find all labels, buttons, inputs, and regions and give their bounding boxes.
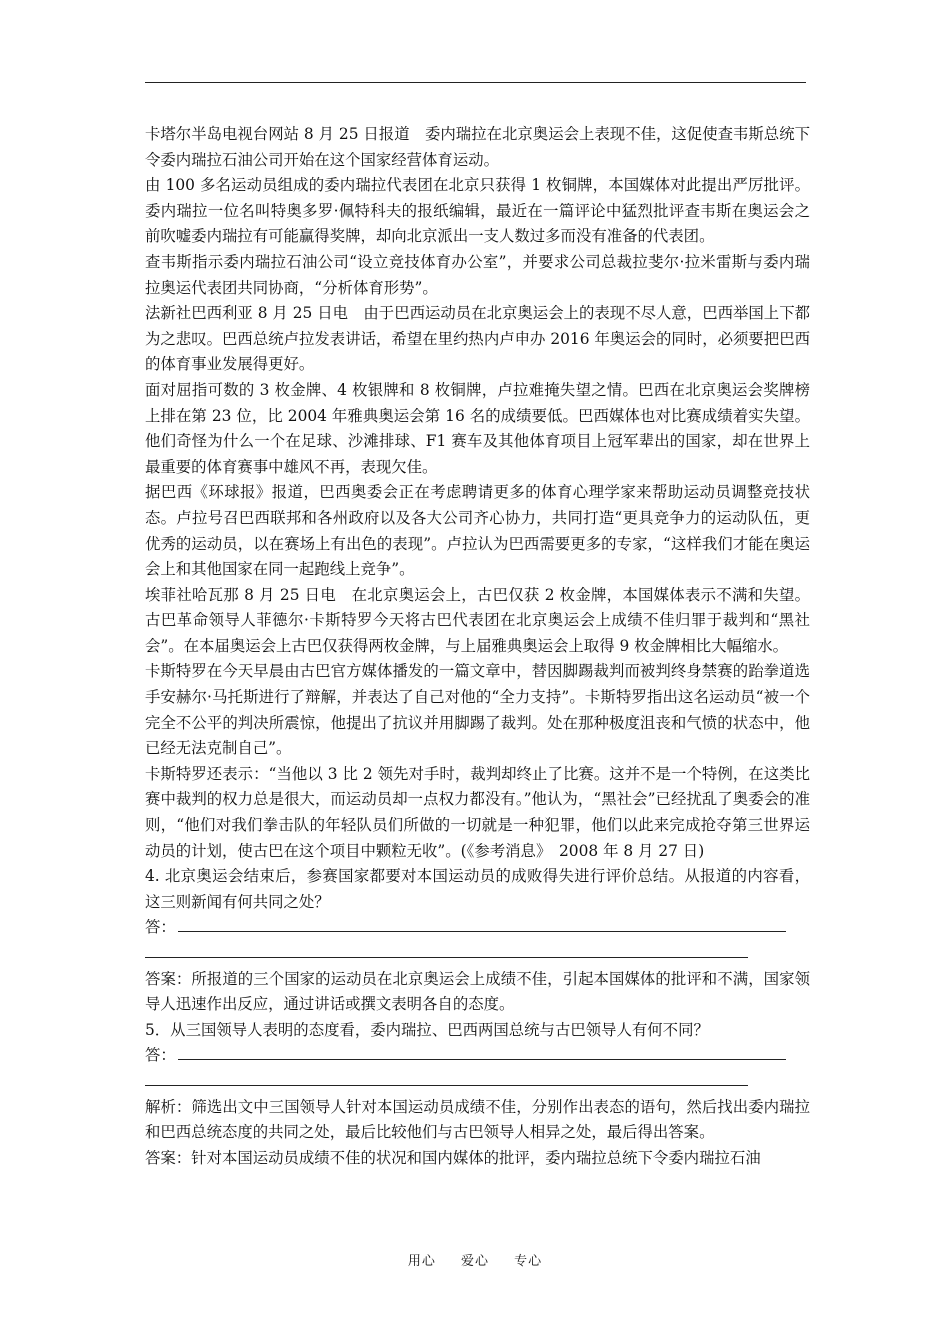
question-4-answer-line[interactable] [145, 915, 810, 941]
footer-item: 用心 [407, 1254, 436, 1269]
question-5-answer: 答案：针对本国运动员成绩不佳的状况和国内媒体的批评，委内瑞拉总统下令委内瑞拉石油 [145, 1148, 761, 1167]
paragraph-cuba-report: 埃菲社哈瓦那 8 月 25 日电 在北京奥运会上，古巴仅获 2 枚金牌，本国媒体表示不满和失望。古巴革命领导人菲德尔·卡斯特罗今天将古巴代表团在北京奥运会上成绩不佳归罪于裁判和“黑社会”。在本届奥运会上古巴仅获得两枚金牌，与上届雅典奥运会上取得 9 枚金牌相比大幅缩水。 [145, 585, 810, 655]
footer-item: 爱心 [460, 1254, 489, 1269]
question-5-answer-line-2[interactable] [145, 1069, 810, 1095]
question-4-answer-line-2[interactable] [145, 941, 810, 967]
question-4-answer: 答案：所报道的三个国家的运动员在北京奥运会上成绩不佳，引起本国媒体的批评和不满，国家领导人迅速作出反应，通过讲话或撰文表明各自的态度。 [145, 969, 810, 1014]
paragraph-castro-statement: 卡斯特罗还表示：“当他以 3 比 2 领先对手时，裁判却终止了比赛。这并不是一个特例，在这类比赛中裁判的权力总是很大，而运动员却一点权力都没有。”他认为，“黑社会”已经扰乱了奥委会的准则，“他们对我们拳击队的年轻队员们所做的一切就是一种犯罪，他们以此来完成抢夺第三世界运动员的计划，使古巴在这个项目中颗粒无收”。(《参考消息》 2008 年 8 月 27 日) [145, 764, 810, 860]
answer-prefix: 答： [145, 1046, 176, 1065]
footer-item: 专心 [514, 1254, 543, 1269]
document-body [145, 122, 810, 1171]
question-5: 5．从三国领导人表明的态度看，委内瑞拉、巴西两国总统与古巴领导人有何不同？ [145, 1020, 709, 1039]
paragraph-brazil-report: 法新社巴西利亚 8 月 25 日电 由于巴西运动员在北京奥运会上的表现不尽人意，巴西举国上下都为之悲叹。巴西总统卢拉发表讲话，希望在里约热内卢申办 2016 年奥运会的同时，必须要把巴西的体育事业发展得更好。 [145, 304, 810, 374]
answer-blank-line[interactable] [145, 943, 748, 958]
question-5-answer-line[interactable] [145, 1043, 810, 1069]
header-rule [145, 82, 806, 83]
paragraph-brazil-globo: 据巴西《环球报》报道，巴西奥委会正在考虑聘请更多的体育心理学家来帮助运动员调整竞技状态。卢拉号召巴西联邦和各州政府以及各大公司齐心协力，共同打造“更具竞争力的运动队伍，更优秀的运动员，以在赛场上有出色的表现”。卢拉认为巴西需要更多的专家，“这样我们才能在奥运会上和其他国家在同一起跑线上竞争”。 [145, 483, 810, 579]
answer-blank-line[interactable] [178, 1045, 786, 1060]
question-5-analysis: 解析：筛选出文中三国领导人针对本国运动员成绩不佳，分别作出表态的语句，然后找出委内瑞拉和巴西总统态度的共同之处，最后比较他们与古巴领导人相异之处，最后得出答案。 [145, 1097, 810, 1142]
answer-blank-line[interactable] [178, 917, 786, 932]
paragraph-venezuela-criticism: 由 100 多名运动员组成的委内瑞拉代表团在北京只获得 1 枚铜牌，本国媒体对此提出严厉批评。委内瑞拉一位名叫特奥多罗·佩特科夫的报纸编辑，最近在一篇评论中猛烈批评查韦斯在奥运会之前吹嘘委内瑞拉有可能赢得奖牌，却向北京派出一支人数过多而没有准备的代表团。 [145, 176, 810, 246]
paragraph-castro-article: 卡斯特罗在今天早晨由古巴官方媒体播发的一篇文章中，替因脚踢裁判而被判终身禁赛的跆拳道选手安赫尔·马托斯进行了辩解，并表达了自己对他的“全力支持”。卡斯特罗指出这名运动员“被一个完全不公平的判决所震惊，他提出了抗议并用脚踢了裁判。处在那种极度沮丧和气愤的状态中，他已经无法克制自己”。 [145, 662, 810, 758]
answer-prefix: 答： [145, 918, 176, 937]
paragraph-venezuela-order: 查韦斯指示委内瑞拉石油公司“设立竞技体育办公室”，并要求公司总裁拉斐尔·拉米雷斯与委内瑞拉奥运代表团共同协商，“分析体育形势”。 [145, 252, 810, 297]
paragraph-brazil-medals: 面对屈指可数的 3 枚金牌、4 枚银牌和 8 枚铜牌，卢拉难掩失望之情。巴西在北京奥运会奖牌榜上排在第 23 位，比 2004 年雅典奥运会第 16 名的成绩要低。巴西媒体也对比赛成绩着实失望。他们奇怪为什么一个在足球、沙滩排球、F1 赛车及其他体育项目上冠军辈出的国家，却在世界上最重要的体育赛事中雄风不再，表现欠佳。 [145, 380, 810, 476]
answer-blank-line[interactable] [145, 1071, 748, 1086]
page-footer [0, 1250, 950, 1269]
question-4: 4. 北京奥运会结束后，参赛国家都要对本国运动员的成败得失进行评价总结。从报道的内容看，这三则新闻有何共同之处？ [145, 867, 810, 911]
paragraph-venezuela-report: 卡塔尔半岛电视台网站 8 月 25 日报道 委内瑞拉在北京奥运会上表现不佳，这促使查韦斯总统下令委内瑞拉石油公司开始在这个国家经营体育运动。 [145, 125, 810, 169]
